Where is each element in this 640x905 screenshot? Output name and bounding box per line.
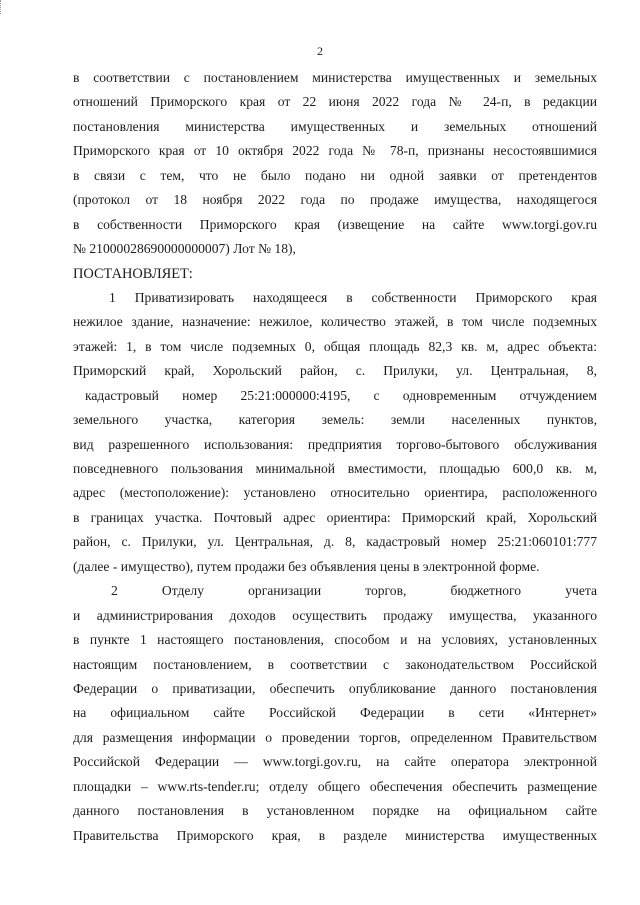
text-line: № 21000028690000000007) Лот № 18),: [73, 241, 296, 257]
clause-1-first-line: 1 Приватизировать находящееся в собственности Приморского края: [109, 289, 597, 305]
text-line: (протокол от 18 ноября 2022 года по продаже имущества, находящегося: [73, 192, 597, 208]
text-line: в границах участка. Почтовый адрес ориентира: Приморский край, Хорольский: [73, 509, 597, 525]
text-line: вид разрешенного использования: предприятия торгово-бытового обслуживания: [73, 436, 597, 452]
text-line: этажей: 1, в том числе подземных 0, общая площадь 82,3 кв. м, адрес объекта:: [73, 338, 597, 354]
text-line: для размещения информации о проведении торгов, определенном Правительством: [73, 729, 597, 745]
text-line: кадастровый номер 25:21:000000:4195, с одновременным отчуждением: [85, 387, 597, 403]
text-line: данного постановления в установленном порядке на официальном сайте: [73, 803, 597, 819]
text-line: отношений Приморского края от 22 июня 2022 года № 24-п, в редакции: [73, 94, 597, 110]
text-line: в пункте 1 настоящего постановления, способом и на условиях, установленных: [73, 632, 597, 648]
text-line: в связи с тем, что не было подано ни одной заявки от претендентов: [73, 167, 597, 183]
text-line: Правительства Приморского края, в разделе министерства имущественных: [73, 827, 597, 843]
scan-margin-mark: [0, 0, 4, 14]
text-line: в соответствии с постановлением министерства имущественных и земельных: [73, 70, 597, 85]
text-line: Приморский край, Хорольский район, с. Прилуки, ул. Центральная, 8,: [73, 363, 597, 379]
text-line: Федерации о приватизации, обеспечить опубликование данного постановления: [73, 680, 597, 696]
text-line: и администрирования доходов осуществить продажу имущества, указанного: [73, 607, 597, 623]
text-line: в собственности Приморского края (извещение на сайте www.torgi.gov.ru: [73, 216, 597, 232]
page-number: 2: [317, 44, 323, 58]
text-line: (далее - имущество), путем продажи без объявления цены в электронной форме.: [73, 558, 540, 574]
text-line: нежилое здание, назначение: нежилое, количество этажей, в том числе подземных: [73, 314, 597, 330]
resolution-heading: ПОСТАНОВЛЯЕТ:: [73, 265, 193, 282]
text-line: адрес (местоположение): установлено относительно ориентира, расположенного: [73, 485, 597, 501]
text-line: район, с. Прилуки, ул. Центральная, д. 8, кадастровый номер 25:21:060101:777: [73, 534, 597, 550]
text-line: земельного участка, категория земель: земли населенных пунктов,: [73, 412, 597, 428]
text-line: повседневного пользования минимальной вместимости, площадью 600,0 кв. м,: [73, 461, 597, 476]
text-line: Приморского края от 10 октября 2022 года № 78-п, признаны несостоявшимися: [73, 143, 597, 159]
text-line: Российской Федерации — www.torgi.gov.ru, на сайте оператора электронной: [73, 754, 597, 770]
text-line: площадки – www.rts-tender.ru; отделу общего обеспечения обеспечить размещение: [73, 778, 597, 794]
clause-2-first-line: 2 Отделу организации торгов, бюджетного учета: [111, 583, 597, 599]
document-body: [73, 66, 597, 848]
text-line: на официальном сайте Российской Федерации в сети «Интернет»: [73, 705, 597, 721]
text-line: настоящим постановлением, в соответствии с законодательством Российской: [73, 656, 597, 672]
text-line: постановления министерства имущественных и земельных отношений: [73, 118, 597, 134]
